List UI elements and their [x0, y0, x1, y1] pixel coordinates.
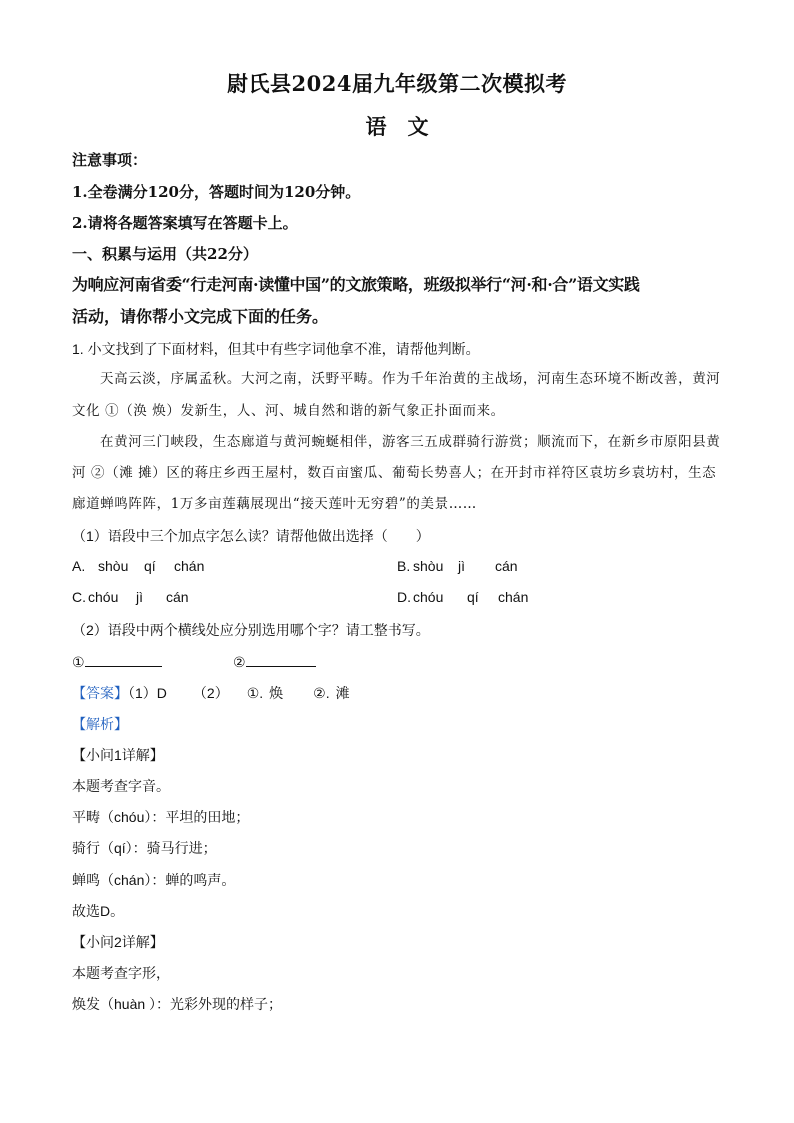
analysis-q1-line: 本题考查字音。 [72, 778, 170, 794]
analysis-q1-line: 故选D。 [72, 903, 125, 919]
option-a-pinyin-1: shòu [98, 558, 129, 574]
passage-line-1: 天高云淡，序属孟秋。大河之南，沃野平畴。作为千年治黄的主战场，河南生态环境不断改善，黄河 [100, 371, 721, 387]
blank-1-line [85, 652, 162, 667]
option-a-pinyin-2: qí [144, 558, 156, 574]
passage-line-4: 河 ②（滩 摊）区的蒋庄乡西王屋村，数百亩蜜瓜、葡萄长势喜人；在开封市祥符区袁坊乡袁坊村，生态 [72, 465, 717, 481]
passage-line-2: 文化 ①（涣 焕）发新生，人、河、城自然和谐的新气象正扑面而来。 [72, 403, 505, 419]
answer-2-text: 滩 [335, 685, 350, 701]
option-b-pinyin-1: shòu [413, 558, 444, 574]
analysis-q1-line: 骑行（qí）：骑马行进； [72, 840, 217, 856]
option-b-pinyin-3: cán [495, 558, 518, 574]
analysis-q2-heading: 【小问2详解】 [72, 934, 164, 950]
analysis-q2-line: 焕发（huàn ）：光彩外现的样子； [72, 996, 283, 1012]
option-b-letter: B. [397, 558, 411, 574]
answer-line [72, 683, 350, 703]
exam-title: 尉氏县2024届九年级第二次模拟考 [227, 71, 567, 96]
notes-item-1: 1.全卷满分120分，答题时间为120分钟。 [72, 183, 361, 201]
passage-line-5: 廊道蝉鸣阵阵，1万多亩莲藕展现出“接天莲叶无穷碧”的美景…… [72, 496, 477, 512]
answer-1-text: 焕 [269, 685, 284, 701]
option-a-letter: A. [72, 558, 86, 574]
option-d [397, 589, 528, 605]
blank-1-marker: ① [72, 654, 85, 670]
option-a [72, 558, 204, 574]
option-d-letter: D. [397, 589, 411, 605]
option-a-pinyin-3: chán [174, 558, 205, 574]
option-c [72, 589, 189, 605]
sub-question-1: （1）语段中三个加点字怎么读？请帮他做出选择（ ） [72, 528, 430, 544]
option-d-pinyin-2: qí [467, 589, 479, 605]
answer-2-number: ②. [313, 685, 330, 701]
option-d-pinyin-3: chán [498, 589, 529, 605]
notes-item-2: 2.请将各题答案填写在答题卡上。 [72, 214, 298, 232]
option-b [397, 558, 518, 574]
analysis-label: 【解析】 [72, 716, 128, 732]
blank-2-line [246, 652, 316, 667]
answer-blank-2 [233, 652, 316, 672]
analysis-q1-line: 蝉鸣（chán）：蝉的鸣声。 [72, 872, 236, 888]
option-c-letter: C. [72, 589, 86, 605]
passage-line-3: 在黄河三门峡段，生态廊道与黄河蜿蜒相伴，游客三五成群骑行游赏；顺流而下，在新乡市原阳县黄 [100, 434, 721, 450]
subject-title: 语 文 [365, 114, 429, 139]
option-b-pinyin-2: jì [458, 558, 465, 574]
answer-part-2: （2） [192, 685, 229, 701]
option-c-pinyin-2: jì [136, 589, 143, 605]
question-1-stem: 1. 小文找到了下面材料，但其中有些字词他拿不准，请帮他判断。 [72, 341, 480, 357]
answer-part-1: （1）D [128, 685, 167, 701]
analysis-q2-line: 本题考查字形， [72, 965, 170, 981]
analysis-q1-line: 平畴（chóu）：平坦的田地； [72, 809, 250, 825]
answer-blank-1 [72, 652, 162, 672]
answer-label: 【答案】 [72, 685, 128, 701]
section-heading: 一、积累与运用（共22分） [72, 245, 258, 263]
option-c-pinyin-3: cán [166, 589, 189, 605]
section-intro-line-1: 为响应河南省委“行走河南·读懂中国”的文旅策略，班级拟举行“河·和·合”语文实践 [72, 275, 640, 294]
section-intro-line-2: 活动，请你帮小文完成下面的任务。 [72, 307, 329, 326]
analysis-q1-heading: 【小问1详解】 [72, 747, 164, 763]
answer-1-number: ①. [246, 685, 264, 701]
blank-2-marker: ② [233, 654, 246, 670]
option-d-pinyin-1: chóu [413, 589, 444, 605]
sub-question-2: （2）语段中两个横线处应分别选用哪个字？请工整书写。 [72, 622, 430, 638]
option-c-pinyin-1: chóu [88, 589, 119, 605]
notes-heading: 注意事项： [72, 151, 148, 169]
